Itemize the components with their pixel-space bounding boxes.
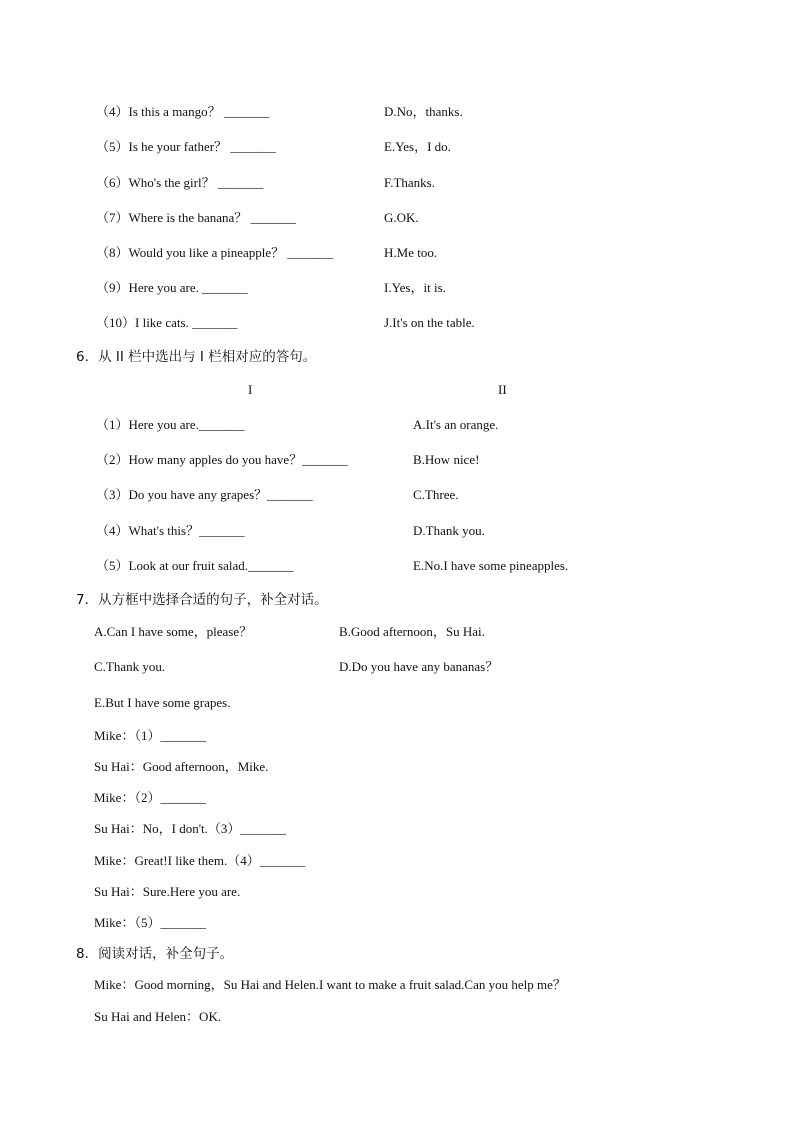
section8-title: 8．阅读对话，补全句子。 [76, 946, 234, 962]
question-5: （5）Is he your father？ _______ [96, 139, 276, 154]
question-8: （8）Would you like a pineapple？ _______ [96, 245, 333, 260]
answer-e: E.No.I have some pineapples. [413, 558, 569, 573]
option-c: C.Thank you. [94, 659, 166, 674]
answer-j: J.It's on the table. [384, 315, 475, 330]
question-2: （2）How many apples do you have？_______ [96, 452, 348, 467]
answer-c: C.Three. [413, 487, 459, 502]
answer-a: A.It's an orange. [413, 417, 499, 432]
dialogue-line: Su Hai：Sure.Here you are. [94, 884, 241, 899]
option-a: A.Can I have some，please？ [94, 624, 253, 639]
section6-title: 6．从 II 栏中选出与 I 栏相对应的答句。 [76, 349, 317, 365]
answer-b: B.How nice! [413, 452, 480, 467]
answer-h: H.Me too. [384, 245, 438, 260]
answer-i: I.Yes，it is. [384, 280, 446, 295]
option-e: E.But I have some grapes. [94, 695, 231, 710]
answer-e: E.Yes，I do. [384, 139, 451, 154]
answer-g: G.OK. [384, 210, 419, 225]
dialogue-line: Mike：Great!I like them.（4）_______ [94, 853, 306, 868]
section7-title: 7．从方框中选择合适的句子，补全对话。 [76, 592, 328, 608]
question-4: （4）Is this a mango？ _______ [96, 104, 270, 119]
question-3: （3）Do you have any grapes？_______ [96, 487, 313, 502]
answer-d: D.No，thanks. [384, 104, 463, 119]
column-ii-header: II [498, 382, 507, 397]
answer-f: F.Thanks. [384, 175, 435, 190]
question-7: （7）Where is the banana？ _______ [96, 210, 297, 225]
dialogue-line: Su Hai：No，I don't.（3）_______ [94, 821, 286, 836]
column-i-header: I [248, 382, 253, 397]
question-5: （5）Look at our fruit salad._______ [96, 558, 294, 573]
option-b: B.Good afternoon，Su Hai. [339, 624, 485, 639]
dialogue-line: Su Hai：Good afternoon，Mike. [94, 759, 269, 774]
question-9: （9）Here you are. _______ [96, 280, 248, 295]
question-4: （4）What's this？_______ [96, 523, 245, 538]
answer-d: D.Thank you. [413, 523, 485, 538]
question-6: （6）Who's the girl？ _______ [96, 175, 264, 190]
question-1: （1）Here you are._______ [96, 417, 245, 432]
dialogue-line: Mike：Good morning，Su Hai and Helen.I want to make a fruit salad.Can you help me？ [94, 977, 566, 992]
dialogue-line: Mike：（2）_______ [94, 790, 206, 805]
option-d: D.Do you have any bananas？ [339, 659, 499, 674]
dialogue-line: Mike：（1）_______ [94, 728, 206, 743]
dialogue-line: Su Hai and Helen：OK. [94, 1009, 222, 1024]
question-10: （10）I like cats. _______ [96, 315, 238, 330]
dialogue-line: Mike：（5）_______ [94, 915, 206, 930]
